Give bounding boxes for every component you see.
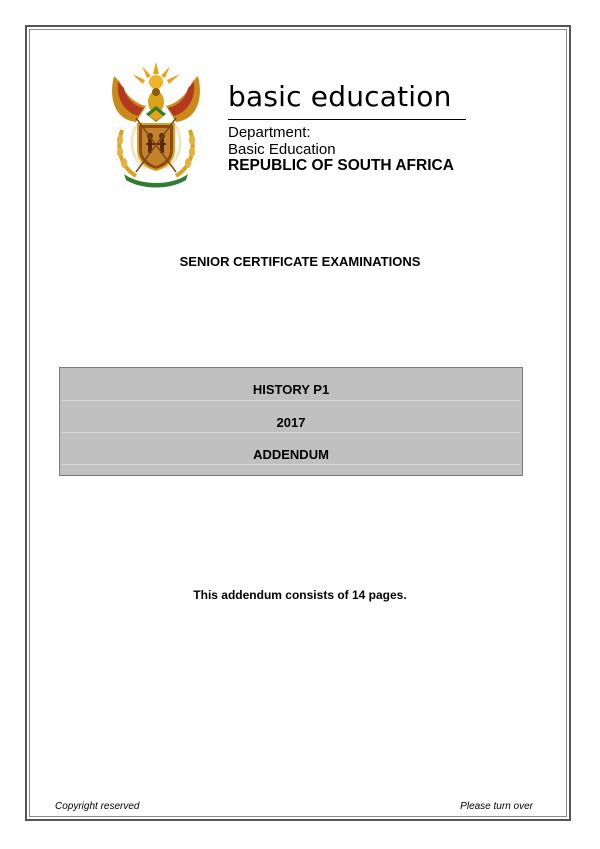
title-box-divider — [62, 432, 520, 433]
title-box-divider — [62, 400, 520, 401]
document-type: ADDENDUM — [253, 447, 329, 462]
country-name: REPUBLIC OF SOUTH AFRICA — [228, 157, 454, 174]
footer-turn-over: Please turn over — [460, 801, 533, 812]
exam-heading: SENIOR CERTIFICATE EXAMINATIONS — [179, 254, 421, 269]
footer-copyright: Copyright reserved — [55, 801, 140, 812]
coat-of-arms-icon — [106, 60, 206, 188]
department-label: Department: — [228, 124, 311, 141]
brand-title: basic education — [228, 80, 452, 113]
exam-year: 2017 — [276, 415, 306, 430]
brand-underline — [228, 119, 466, 120]
subject-title: HISTORY P1 — [252, 382, 330, 397]
page-count-note: This addendum consists of 14 pages. — [193, 588, 407, 602]
department-name: Basic Education — [228, 141, 336, 158]
title-box — [59, 367, 523, 476]
title-box-divider — [62, 464, 520, 465]
